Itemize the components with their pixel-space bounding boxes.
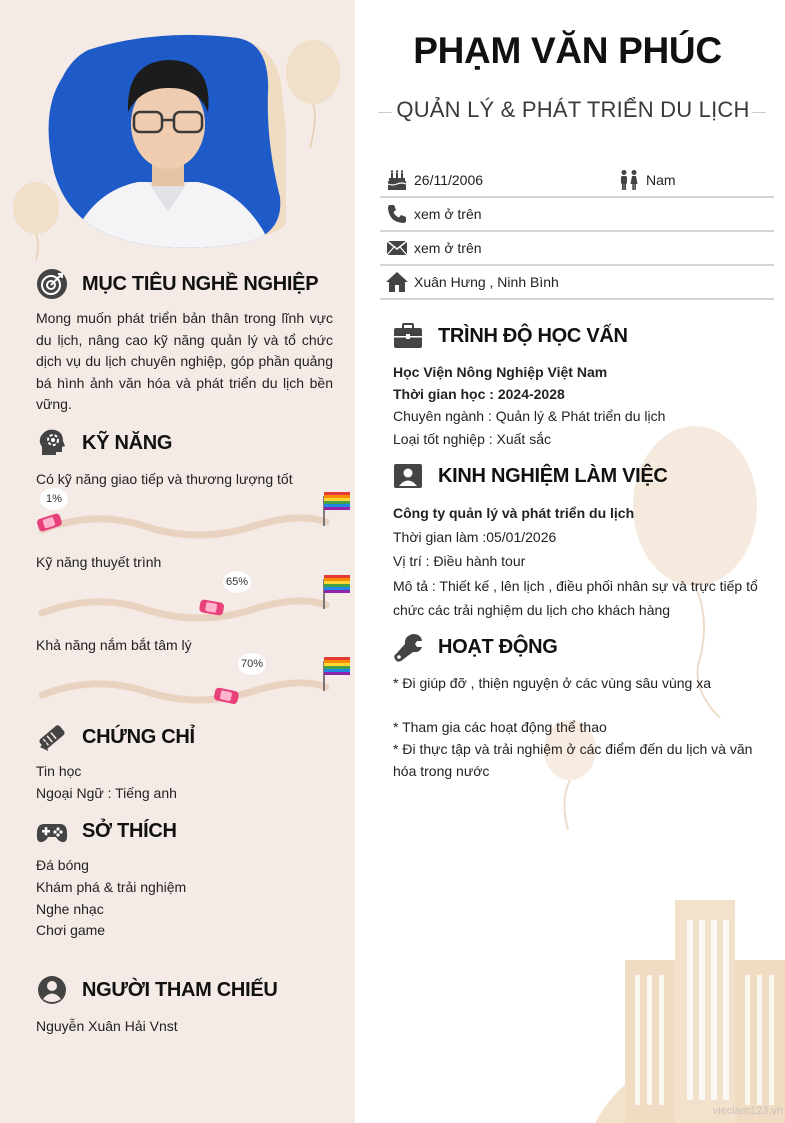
hobby-item: Nghe nhạc — [36, 901, 104, 917]
certificates-heading — [36, 721, 195, 753]
hobbies-heading — [36, 815, 177, 847]
hobby-item: Chơi game — [36, 922, 106, 938]
contact-row-email — [380, 231, 774, 266]
hobby-item: Khám phá & trải nghiệm — [36, 879, 187, 895]
certificate-item: Ngoại Ngữ : Tiếng anh — [36, 785, 177, 801]
experience-heading — [393, 461, 668, 491]
target-icon — [36, 268, 68, 300]
contact-row-address — [380, 265, 774, 300]
gamepad-icon — [36, 815, 68, 847]
activities-heading — [393, 632, 558, 662]
skill-track — [34, 569, 354, 631]
education-heading — [393, 321, 628, 351]
rainbow-flag-icon — [324, 575, 350, 593]
phone: xem ở trên — [414, 205, 482, 222]
city-buildings-decoration — [595, 900, 785, 1123]
skill-label: Có kỹ năng giao tiếp và thương lượng tốt — [36, 471, 293, 487]
certificates-title: CHỨNG CHỈ — [82, 725, 195, 748]
job-role: Vị trí : Điều hành tour — [393, 553, 526, 569]
rainbow-flag-icon — [324, 657, 350, 675]
graduation-grade: Loại tốt nghiệp : Xuất sắc — [393, 431, 551, 447]
skill-track — [34, 486, 354, 548]
skill-percent-bubble: 65% — [223, 571, 251, 593]
person-circle-icon — [36, 974, 68, 1006]
phone-icon — [386, 203, 408, 225]
user-card-icon — [393, 461, 423, 491]
car-icon — [199, 599, 225, 616]
skill-percent-bubble: 1% — [40, 488, 68, 510]
contact-row-phone — [380, 197, 774, 232]
activity-item: * Tham gia các hoạt động thể thao — [393, 719, 607, 735]
head-gear-icon — [36, 427, 68, 459]
contact-row-birthday-gender — [380, 163, 774, 198]
work-time: Thời gian làm :05/01/2026 — [393, 529, 557, 545]
objective-heading — [36, 268, 318, 300]
skill-label: Kỹ năng thuyết trình — [36, 554, 162, 570]
balloon-decoration-top — [282, 38, 344, 148]
company-name: Công ty quản lý và phát triển du lịch — [393, 505, 635, 521]
hobbies-title: SỞ THÍCH — [82, 819, 177, 842]
skill-track — [34, 651, 354, 713]
references-heading — [36, 974, 278, 1006]
major: Chuyên ngành : Quản lý & Phát triển du lịch — [393, 408, 666, 424]
certificate-item: Tin học — [36, 763, 82, 779]
experience-title: KINH NGHIỆM LÀM VIỆC — [438, 464, 668, 487]
activities-title: HOẠT ĐỘNG — [438, 635, 558, 658]
wrench-icon — [393, 632, 423, 662]
job-position: QUẢN LÝ & PHÁT TRIỂN DU LỊCH — [396, 97, 750, 122]
birthday-cake-icon — [386, 169, 408, 191]
school-name: Học Viện Nông Nghiệp Việt Nam — [393, 364, 608, 380]
skill-label: Khả năng nắm bắt tâm lý — [36, 637, 192, 653]
email: xem ở trên — [414, 239, 482, 256]
references-title: NGƯỜI THAM CHIẾU — [82, 978, 278, 1001]
subtitle-divider-right — [752, 112, 766, 113]
objective-text: Mong muốn phát triển bản thân trong lĩnh vực du lịch, nâng cao kỹ năng quản lý và tổ chức dịch vụ du lịch chuyên nghiệp, góp phần quảng bá hình ảnh văn hóa và phát triển du lịch bền vững. — [36, 310, 333, 412]
hobby-item: Đá bóng — [36, 857, 89, 873]
diploma-icon — [36, 721, 68, 753]
job-description: Mô tả : Thiết kế , lên lịch , điều phối nhân sự và trực tiếp tổ chức các trải nghiệm du lịch cho khách hàng — [393, 578, 758, 618]
activity-item: * Đi thực tập và trải nghiệm ở các điểm đến du lịch và văn hóa trong nước — [393, 741, 753, 779]
watermark: vieclam123.vn — [712, 1105, 783, 1117]
envelope-icon — [386, 237, 408, 259]
profile-photo — [48, 32, 286, 250]
study-time: Thời gian học : 2024-2028 — [393, 386, 565, 402]
gender: Nam — [646, 171, 676, 188]
briefcase-icon — [393, 321, 423, 351]
activity-item: * Đi giúp đỡ , thiện nguyện ở các vùng sâu vùng xa — [393, 675, 712, 691]
full-name: PHẠM VĂN PHÚC — [413, 30, 722, 71]
home-icon — [386, 271, 408, 293]
reference-text: Nguyễn Xuân Hải Vnst — [36, 1018, 178, 1034]
objective-title: MỤC TIÊU NGHỀ NGHIỆP — [82, 272, 319, 295]
skill-percent-bubble: 70% — [238, 653, 266, 675]
skills-heading — [36, 427, 172, 459]
gender-icon — [618, 169, 640, 191]
address: Xuân Hưng , Ninh Bình — [414, 273, 559, 290]
sidebar — [0, 0, 355, 1123]
birthday: 26/11/2006 — [414, 171, 484, 188]
skills-title: KỸ NĂNG — [82, 431, 173, 454]
education-title: TRÌNH ĐỘ HỌC VẤN — [438, 324, 628, 347]
rainbow-flag-icon — [324, 492, 350, 510]
